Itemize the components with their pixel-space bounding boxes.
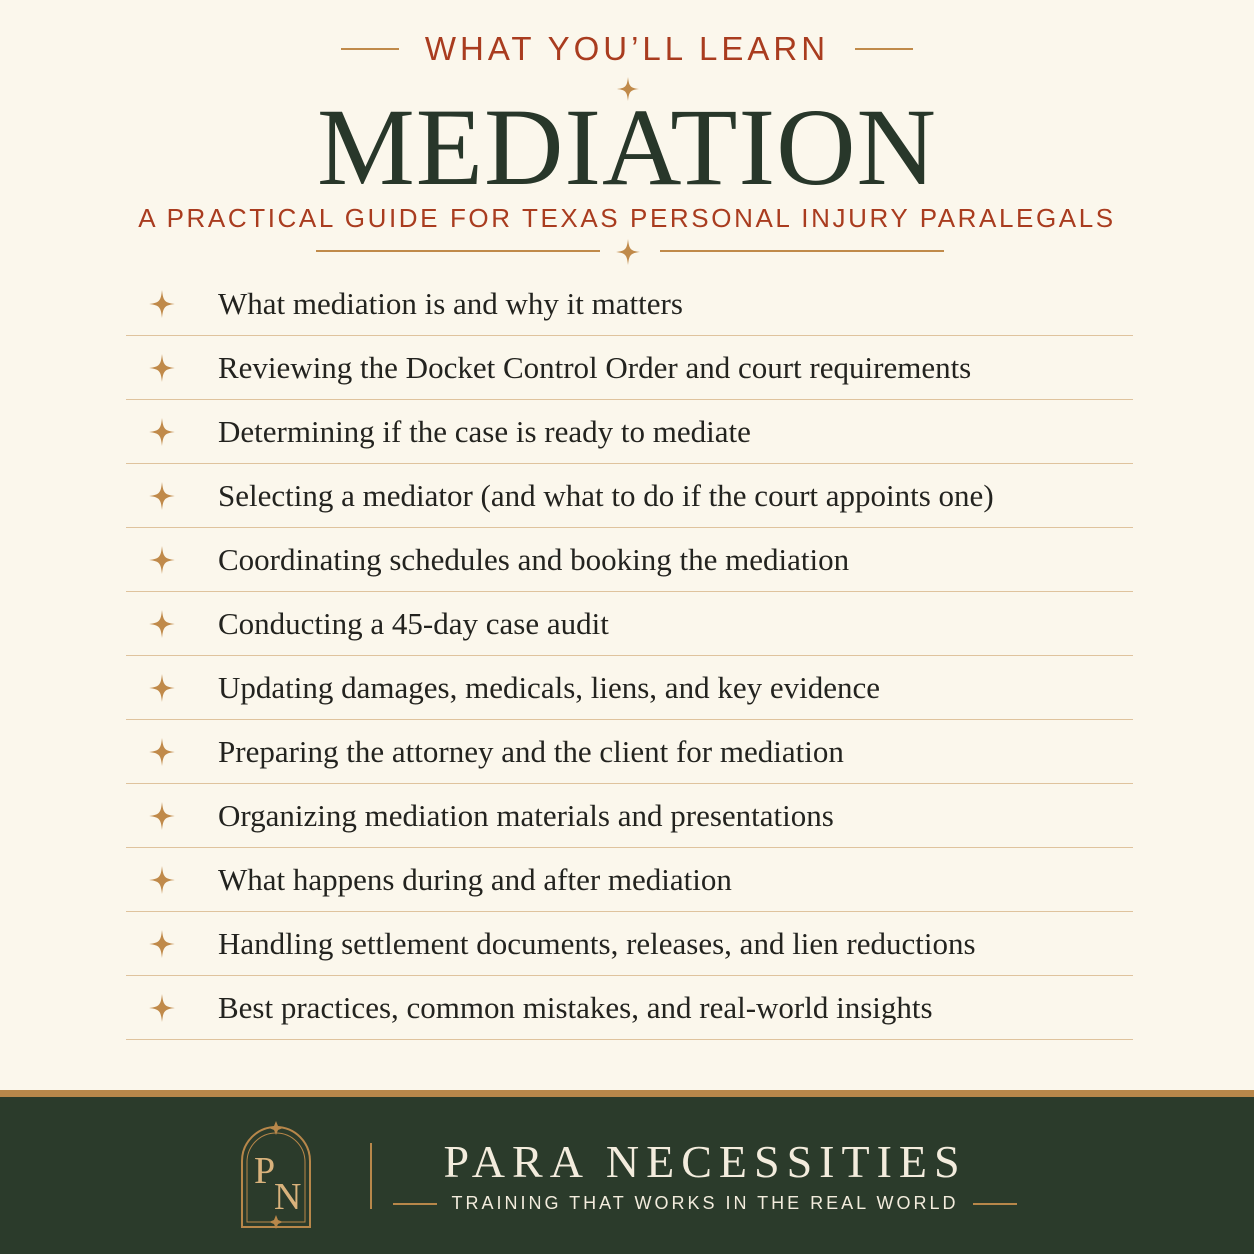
subtitle-rule-left: [316, 250, 600, 252]
pn-monogram-logo: [236, 1119, 316, 1231]
eyebrow-rule-left: [341, 48, 399, 50]
list-item: [126, 272, 1133, 336]
four-point-star-icon: [126, 418, 218, 446]
list-item: [126, 528, 1133, 592]
list-item: [126, 592, 1133, 656]
list-item: [126, 336, 1133, 400]
sparkle-icon: [616, 239, 640, 265]
four-point-star-icon: [126, 674, 218, 702]
four-point-star-icon: [126, 290, 218, 318]
svg-text:P: P: [254, 1150, 276, 1192]
four-point-star-icon: [126, 738, 218, 766]
footer-divider: [370, 1143, 372, 1209]
four-point-star-icon: [126, 482, 218, 510]
list-item-text: Determining if the case is ready to mediate: [218, 413, 751, 449]
tagline: TRAINING THAT WORKS IN THE REAL WORLD: [451, 1193, 959, 1213]
eyebrow-rule-right: [855, 48, 913, 50]
list-item-text: Handling settlement documents, releases, and lien reductions: [218, 925, 976, 961]
list-item-text: What mediation is and why it matters: [218, 285, 683, 321]
list-item-text: Preparing the attorney and the client for mediation: [218, 733, 844, 769]
list-item: [126, 656, 1133, 720]
subtitle: A PRACTICAL GUIDE FOR TEXAS PERSONAL INJURY PARALEGALS: [138, 203, 1116, 233]
four-point-star-icon: [126, 994, 218, 1022]
learning-list: [126, 272, 1133, 1040]
subtitle-rule-right: [660, 250, 944, 252]
tagline-rule-left: [393, 1203, 437, 1205]
list-item-text: What happens during and after mediation: [218, 861, 732, 897]
list-item: [126, 400, 1133, 464]
four-point-star-icon: [126, 802, 218, 830]
footer-band: [0, 1090, 1254, 1254]
list-item-text: Best practices, common mistakes, and real-world insights: [218, 989, 933, 1025]
list-item-text: Updating damages, medicals, liens, and key evidence: [218, 669, 880, 705]
brand-name: PARA NECESSITIES: [443, 1136, 967, 1187]
list-item: [126, 848, 1133, 912]
list-item: [126, 976, 1133, 1040]
list-item: [126, 464, 1133, 528]
list-item-text: Coordinating schedules and booking the mediation: [218, 541, 850, 577]
tagline-row: [390, 1193, 1020, 1214]
svg-text:N: N: [274, 1176, 302, 1218]
list-item-text: Selecting a mediator (and what to do if the court appoints one): [218, 477, 994, 513]
four-point-star-icon: [126, 930, 218, 958]
list-item: [126, 912, 1133, 976]
four-point-star-icon: [126, 610, 218, 638]
list-item-text: Reviewing the Docket Control Order and court requirements: [218, 349, 972, 385]
list-item-text: Conducting a 45-day case audit: [218, 605, 609, 641]
tagline-rule-right: [973, 1203, 1017, 1205]
four-point-star-icon: [126, 866, 218, 894]
list-item: [126, 784, 1133, 848]
four-point-star-icon: [126, 546, 218, 574]
page-title: MEDIATION: [316, 86, 937, 208]
list-item-text: Organizing mediation materials and presentations: [218, 797, 834, 833]
eyebrow-heading: WHAT YOU’LL LEARN: [424, 30, 830, 67]
four-point-star-icon: [126, 354, 218, 382]
list-item: [126, 720, 1133, 784]
eyebrow-row: [0, 30, 1254, 68]
